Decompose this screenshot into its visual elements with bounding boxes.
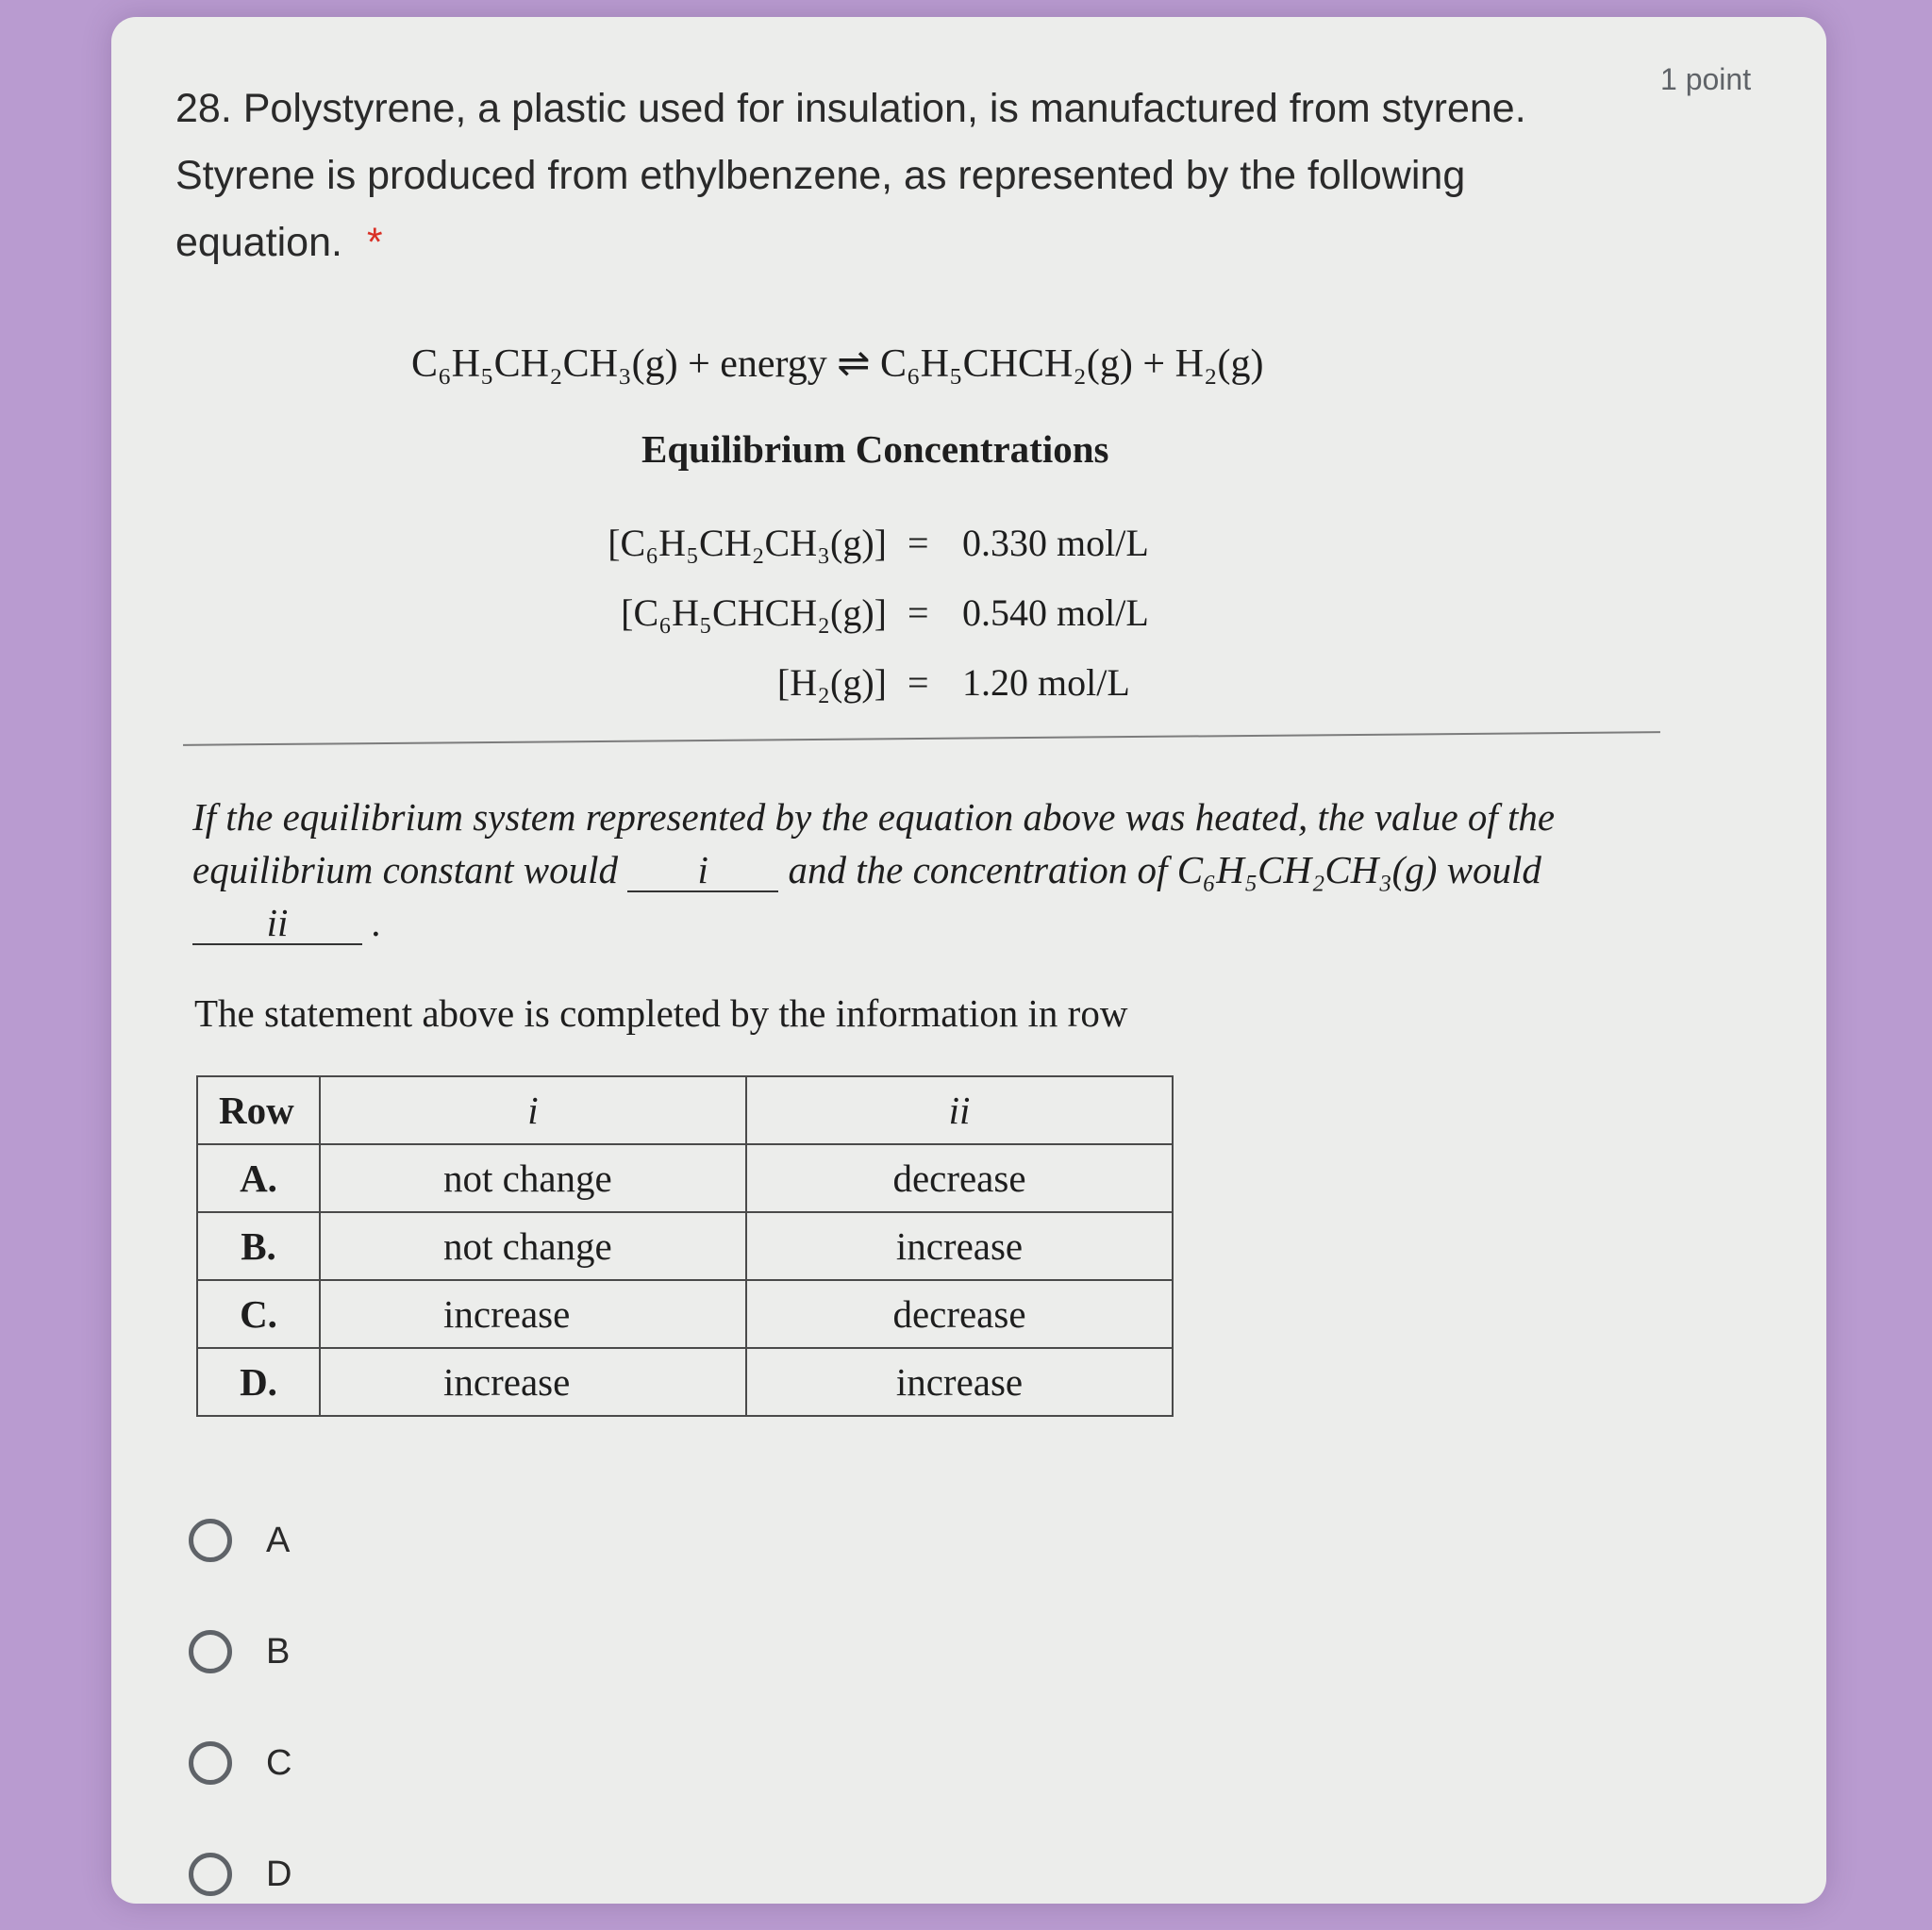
table-header-row: [197, 1076, 1173, 1144]
row-label: D.: [197, 1348, 320, 1416]
stem-part-2: and the concentration of C₆H₅CH₂CH₃(g) would: [788, 848, 1541, 891]
table-row: [197, 1280, 1173, 1348]
question-card: [111, 17, 1826, 1904]
cell-i: not change: [320, 1212, 746, 1280]
cell-ii: increase: [746, 1212, 1173, 1280]
table-row: [197, 1212, 1173, 1280]
option-d[interactable]: [189, 1819, 291, 1930]
radio-button-c[interactable]: [189, 1741, 232, 1785]
row-label: C.: [197, 1280, 320, 1348]
option-b-label[interactable]: B: [266, 1631, 291, 1672]
blank-i: i: [627, 849, 778, 892]
conc-row-2-equals: =: [908, 591, 929, 634]
radio-button-b[interactable]: [189, 1630, 232, 1673]
cell-ii: increase: [746, 1348, 1173, 1416]
conc-row-1-value: 0.330 mol/L: [962, 522, 1149, 564]
option-b[interactable]: [189, 1596, 291, 1707]
option-c[interactable]: [189, 1707, 291, 1819]
cell-i: not change: [320, 1144, 746, 1212]
cell-ii: decrease: [746, 1144, 1173, 1212]
option-a-label[interactable]: A: [266, 1520, 291, 1560]
answer-options: [189, 1485, 291, 1930]
conc-row-3-value: 1.20 mol/L: [962, 661, 1130, 704]
conc-row-1-equals: =: [908, 522, 929, 564]
chemical-equation: C₆H₅CH₂CH₃(g) + energy ⇌ C₆H₅CHCH₂(g) + H₂(g): [411, 342, 1264, 386]
option-a[interactable]: [189, 1485, 291, 1596]
header-i: i: [320, 1076, 746, 1144]
cell-i: increase: [320, 1348, 746, 1416]
option-c-label[interactable]: C: [266, 1742, 292, 1783]
blank-ii: ii: [192, 902, 362, 945]
conc-row-3-equals: =: [908, 661, 929, 704]
conc-row-2-species: [C₆H₅CHCH₂(g)]: [621, 591, 887, 634]
question-title: [175, 75, 1609, 276]
table-row: [197, 1144, 1173, 1212]
question-stem: [192, 790, 1645, 949]
stem-end: .: [372, 901, 382, 944]
conc-row-1-species: [C₆H₅CH₂CH₃(g)]: [608, 522, 887, 564]
question-text: 28. Polystyrene, a plastic used for insulation, is manufactured from styrene. Styrene is produced from ethylbenzene, as represented by the following equation.: [175, 86, 1526, 265]
header-ii: ii: [746, 1076, 1173, 1144]
row-label: B.: [197, 1212, 320, 1280]
table-row: [197, 1348, 1173, 1416]
option-d-label[interactable]: D: [266, 1854, 292, 1894]
conc-row-3-species: [H₂(g)]: [776, 661, 887, 704]
stem-part-1: If the equilibrium system represented by the equation above was heated, the value of the equilibrium constant would: [192, 795, 1556, 891]
points-label: 1 point: [1660, 62, 1752, 96]
conc-row-2-value: 0.540 mol/L: [962, 591, 1149, 634]
row-label: A.: [197, 1144, 320, 1212]
equilibrium-heading: Equilibrium Concentrations: [641, 427, 1109, 471]
radio-button-d[interactable]: [189, 1853, 232, 1896]
required-asterisk: *: [366, 220, 383, 265]
answer-table: [196, 1075, 1174, 1417]
cell-i: increase: [320, 1280, 746, 1348]
cell-ii: decrease: [746, 1280, 1173, 1348]
radio-button-a[interactable]: [189, 1519, 232, 1562]
header-row: Row: [197, 1076, 320, 1144]
prompt-text: The statement above is completed by the information in row: [194, 991, 1128, 1035]
